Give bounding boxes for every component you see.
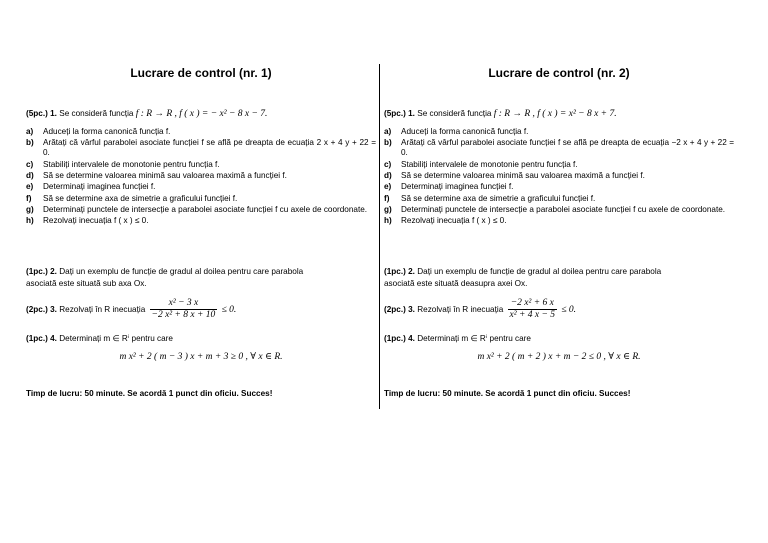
- paper-title: Lucrare de control (nr. 2): [488, 66, 630, 80]
- problem-2-statement: [384, 267, 734, 277]
- problem-number: 4.: [408, 334, 415, 343]
- problem-4-statement: [26, 334, 376, 344]
- inequality-fraction: [508, 298, 557, 322]
- function-formula: f : R → R , f ( x ) = x² − 8 x + 7.: [493, 109, 617, 119]
- fraction-numerator: −2 x² + 6 x: [508, 298, 557, 310]
- inequality-tail: ≤ 0.: [221, 305, 237, 316]
- problem-number: 3.: [50, 305, 57, 315]
- problem-1-subitems: [384, 127, 734, 228]
- subitem-text: Arătați că vârful parabolei asociate funcției f se află pe dreapta de ecuația 2 x + 4 y + 22 = 0.: [43, 138, 376, 158]
- subitem-text: Să se determine valoarea minimă sau valoarea maximă a funcției f.: [401, 170, 645, 180]
- subitem-letter: b): [26, 138, 34, 148]
- problem-text: Rezolvați în R inecuația: [59, 305, 146, 315]
- subitem-text: Determinați imaginea funcției f.: [43, 182, 156, 192]
- subitem-text: Rezolvați inecuația f ( x ) ≤ 0.: [401, 216, 507, 226]
- problem-points: (2pc.): [26, 305, 48, 315]
- subitem-letter: g): [384, 204, 392, 214]
- problem-points: (2pc.): [384, 305, 406, 315]
- subitem-letter: c): [26, 159, 34, 169]
- subitem-letter: a): [384, 127, 392, 136]
- problem-2-statement: [26, 267, 376, 277]
- subitem: [26, 216, 376, 226]
- problem-3-statement: [26, 298, 376, 322]
- problem-points: (5pc.): [384, 109, 406, 118]
- problem-points: (1pc.): [384, 334, 406, 343]
- footer-note: Timp de lucru: 50 minute. Se acordă 1 punct din oficiu. Succes!: [26, 389, 273, 398]
- subitem-text: Să se determine valoarea minimă sau valoarea maximă a funcției f.: [43, 170, 287, 180]
- subitem: [26, 205, 376, 215]
- problem-3-statement: [384, 298, 734, 322]
- subitem-text: Aduceți la forma canonică funcția f.: [43, 127, 171, 136]
- subitem-text: Determinați punctele de intersecție a parabolei asociate funcției f cu axele de coordonate.: [401, 204, 726, 214]
- fraction-denominator: x² + 4 x − 5: [509, 310, 556, 321]
- problem-1-statement: [384, 109, 734, 120]
- subitem-letter: c): [384, 159, 392, 169]
- subitem-letter: h): [384, 216, 392, 226]
- subitem-text: Stabiliți intervalele de monotonie pentru funcția f.: [401, 159, 578, 169]
- subitem-text: Să se determine axa de simetrie a graficului funcției f.: [401, 193, 596, 203]
- subitem: [26, 127, 376, 137]
- problem-1-subitems: [26, 127, 376, 228]
- subitem-letter: e): [384, 182, 392, 192]
- subitem-text: Stabiliți intervalele de monotonie pentru funcția f.: [43, 159, 220, 169]
- subitem-text: Arătați că vârful parabolei asociate funcției f se află pe dreapta de ecuația −2 x + 4 y + 22 = 0.: [401, 138, 734, 158]
- subitem: [384, 205, 734, 215]
- problem-text: Determinați m ∈ Rⁱ pentru care: [417, 334, 531, 343]
- subitem: [384, 216, 734, 226]
- paper-title: Lucrare de control (nr. 1): [130, 66, 272, 80]
- subitem-letter: b): [384, 138, 392, 148]
- subitem: [26, 182, 376, 192]
- problem-number: 1.: [408, 109, 415, 118]
- subitem-text: Determinați imaginea funcției f.: [401, 182, 514, 192]
- problem-1-statement: [26, 109, 376, 120]
- problem-text: Se consideră funcția: [417, 109, 492, 118]
- problem-text: Se consideră funcția: [59, 109, 134, 118]
- problem-number: 4.: [50, 334, 57, 343]
- subitem: [384, 182, 734, 192]
- footer-note: Timp de lucru: 50 minute. Se acordă 1 punct din oficiu. Succes!: [384, 389, 631, 398]
- inequality-tail: ≤ 0.: [561, 305, 577, 316]
- problem-4-formula: m x² + 2 ( m + 2 ) x + m − 2 ≤ 0 , ∀ x ∈ R.: [477, 352, 641, 362]
- subitem-letter: g): [26, 204, 34, 214]
- subitem: [384, 160, 734, 170]
- inequality-fraction: [150, 298, 218, 322]
- subitem: [384, 138, 734, 158]
- subitem-letter: e): [26, 182, 34, 192]
- subitem-letter: f): [384, 193, 390, 203]
- subitem: [26, 171, 376, 181]
- subitem-letter: f): [26, 193, 32, 203]
- problem-4-formula: m x² + 2 ( m − 3 ) x + m + 3 ≥ 0 , ∀ x ∈ R.: [119, 352, 283, 362]
- problem-text: Rezolvați în R inecuația: [417, 305, 504, 315]
- problem-points: (5pc.): [26, 109, 48, 118]
- subitem-text: Aduceți la forma canonică funcția f.: [401, 127, 529, 136]
- subitem-letter: d): [384, 170, 392, 180]
- fraction-numerator: x² − 3 x: [150, 298, 218, 310]
- subitem: [384, 194, 734, 204]
- column-divider: [379, 64, 380, 409]
- subitem: [26, 160, 376, 170]
- subitem-letter: d): [26, 170, 34, 180]
- problem-number: 2.: [50, 267, 57, 276]
- problem-number: 1.: [50, 109, 57, 118]
- problem-points: (1pc.): [384, 267, 406, 276]
- subitem: [26, 138, 376, 158]
- subitem-letter: a): [26, 127, 34, 136]
- subitem: [26, 194, 376, 204]
- subitem: [384, 171, 734, 181]
- subitem-letter: h): [26, 216, 34, 226]
- problem-number: 3.: [408, 305, 415, 315]
- subitem-text: Să se determine axa de simetrie a graficului funcției f.: [43, 193, 238, 203]
- problem-points: (1pc.): [26, 267, 48, 276]
- problem-number: 2.: [408, 267, 415, 276]
- subitem-text: Rezolvați inecuația f ( x ) ≤ 0.: [43, 216, 149, 226]
- problem-text: Determinați m ∈ Rⁱ pentru care: [59, 334, 173, 343]
- problem-points: (1pc.): [26, 334, 48, 343]
- problem-2-statement-cont: asociată este situată sub axa Ox.: [26, 279, 147, 288]
- subitem-text: Determinați punctele de intersecție a parabolei asociate funcției f cu axele de coordonate.: [43, 204, 368, 214]
- problem-text: Dați un exemplu de funcție de gradul al doilea pentru care parabola: [59, 267, 304, 276]
- problem-2-statement-cont: asociată este situată deasupra axei Ox.: [384, 279, 528, 288]
- problem-text: Dați un exemplu de funcție de gradul al doilea pentru care parabola: [417, 267, 662, 276]
- problem-4-statement: [384, 334, 734, 344]
- fraction-denominator: −2 x² + 8 x + 10: [151, 310, 216, 321]
- subitem: [384, 127, 734, 137]
- function-formula: f : R → R , f ( x ) = − x² − 8 x − 7.: [135, 109, 268, 119]
